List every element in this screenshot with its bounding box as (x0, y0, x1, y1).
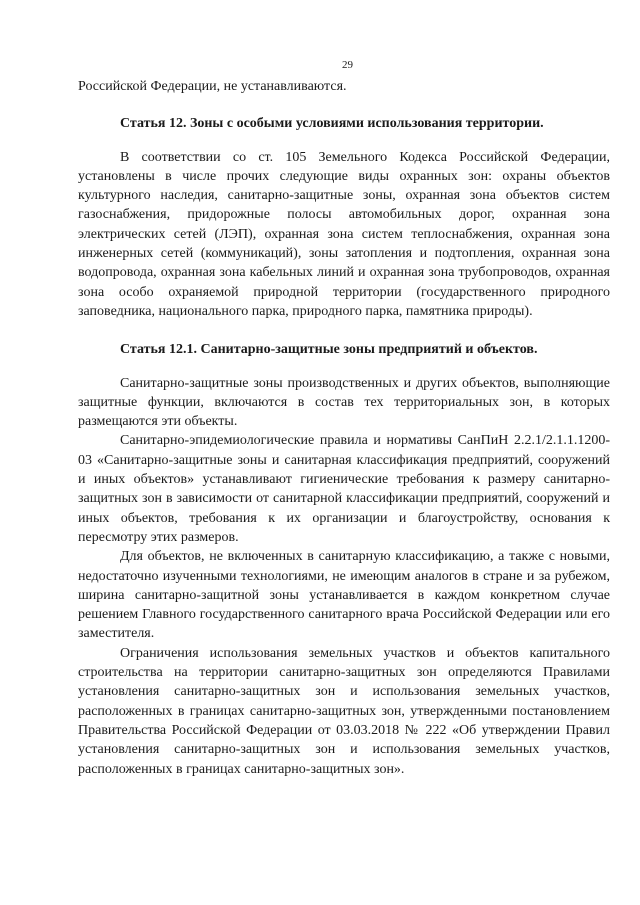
paragraph-sanpin: Санитарно-эпидемиологические правила и нормативы СанПиН 2.2.1/2.1.1.1200-03 «Санитарно-защитные зоны и санитарная классификация предприятий, сооружений и иных объектов» устанавливают гигиенические требования к размеру санитарно-защитных зон в зависимости от санитарной классификации предприятий, сооружений и иных объектов, требования к их организации и благоустройству, основания к пересмотру этих размеров. (78, 433, 610, 545)
paragraph-continuation: Российской Федерации, не устанавливаются. (78, 79, 347, 94)
paragraph-sanitary-zones: Санитарно-защитные зоны производственных и других объектов, выполняющие защитные функции, включаются в состав тех территориальных зон, в которых размещаются эти объекты. (78, 375, 610, 430)
article-12-heading: Статья 12. Зоны с особыми условиями использования территории. (120, 116, 544, 132)
article-12-1-heading: Статья 12.1. Санитарно-защитные зоны предприятий и объектов. (120, 342, 538, 358)
paragraph-protection-zones: В соответствии со ст. 105 Земельного Кодекса Российской Федерации, установлены в числе прочих следующие виды охранных зон: охраны объектов культурного наследия, санитарно-защитные зоны, охранная зона объектов систем газоснабжения, придорожные полосы автомобильных дорог, охранная зона электрических сетей (ЛЭП), охранная зона систем теплоснабжения, охранная зона инженерных сетей (коммуникаций), зоны затопления и подтопления, охранная зона водопровода, охранная зона кабельных линий и охранная зона трубопроводов, охранная зона особо охраняемой природной территории (государственного природного заповедника, национального парка, природного парка, памятника природы). (78, 149, 610, 319)
document-page (78, 58, 610, 779)
paragraph-restrictions: Ограничения использования земельных участков и объектов капитального строительства на территории санитарно-защитных зон определяются Правилами установления санитарно-защитных зон и использования земельных участков, расположенных в границах санитарно-защитных зон, утвержденными постановлением Правительства Российской Федерации от 03.03.2018 № 222 «Об утверждении Правил установления санитарно-защитных зон и использования земельных участков, расположенных в границах санитарно-защитных зон». (78, 645, 610, 777)
paragraph-unclassified-objects: Для объектов, не включенных в санитарную классификацию, а также с новыми, недостаточно изученными технологиями, не имеющим аналогов в стране и за рубежом, ширина санитарно-защитной зоны устанавливается в каждом конкретном случае решением Главного государственного санитарного врача Российской Федерации или его заместителя. (78, 549, 610, 642)
page-number: 29 (342, 59, 353, 71)
